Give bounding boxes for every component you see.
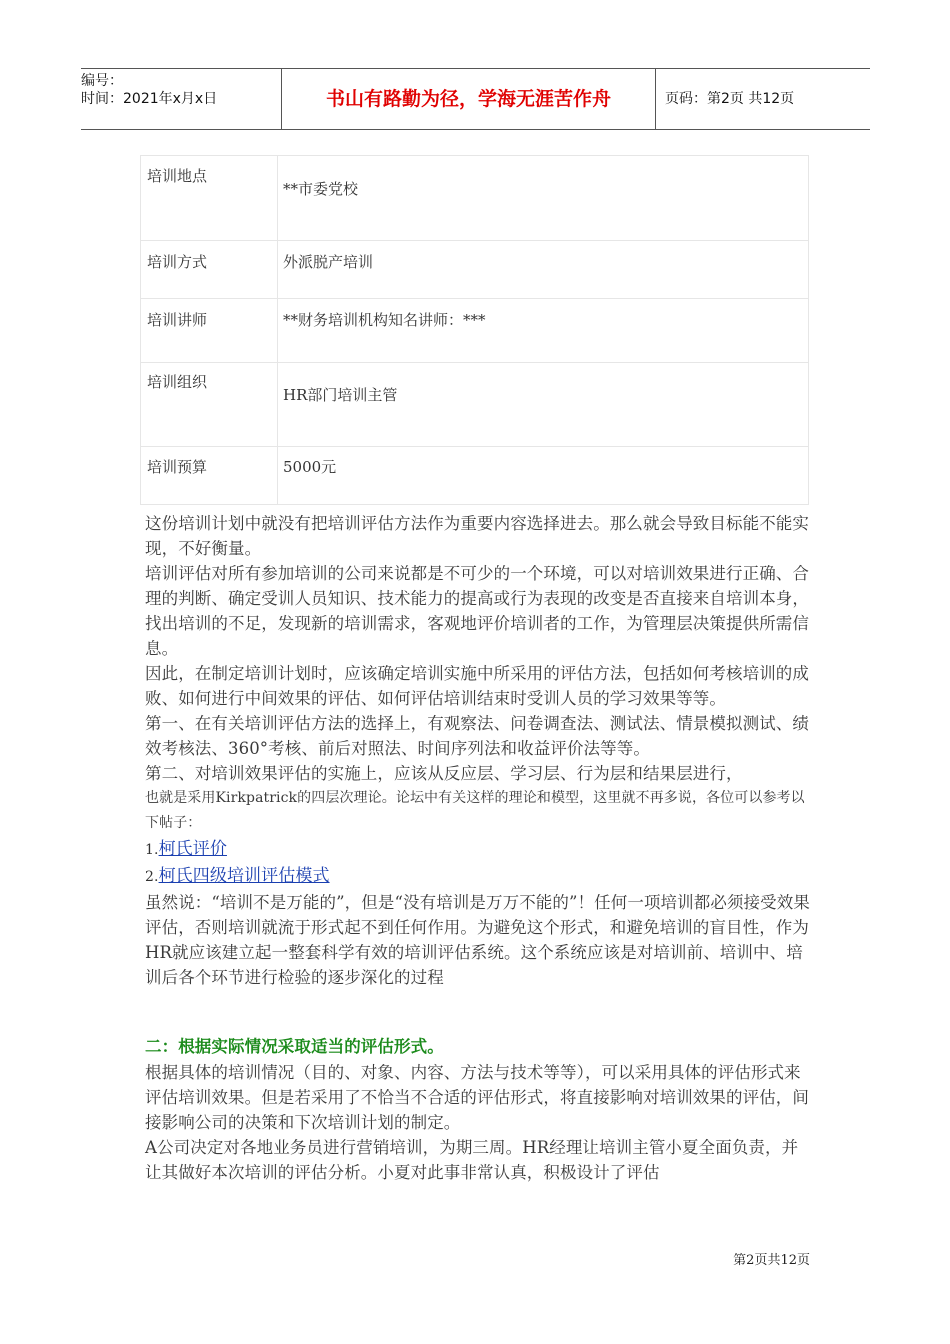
row-key: 培训组织 bbox=[141, 363, 278, 447]
spacer bbox=[145, 990, 810, 1034]
row-value: HR部门培训主管 bbox=[278, 363, 809, 447]
document-date: 时间：2021年x月x日 bbox=[81, 91, 218, 107]
link-kirkpatrick-four-levels[interactable]: 柯氏四级培训评估模式 bbox=[158, 866, 330, 886]
link-kirkpatrick-evaluation[interactable]: 柯氏评价 bbox=[158, 839, 227, 859]
page-header bbox=[81, 68, 870, 130]
row-value: **市委党校 bbox=[278, 156, 809, 241]
paragraph: 根据具体的培训情况（目的、对象、内容、方法与技术等等），可以采用具体的评估形式来评估培训效果。但是若采用了不恰当不合适的评估形式，将直接影响对培训效果的评估，间接影响公司的决策和下次培训计划的制定。 bbox=[145, 1063, 809, 1132]
table-row bbox=[141, 447, 809, 505]
page-footer: 第2页共12页 bbox=[733, 1253, 810, 1268]
paragraph: 第二、对培训效果评估的实施上，应该从反应层、学习层、行为层和结果层进行， bbox=[145, 764, 743, 783]
table-row bbox=[141, 156, 809, 241]
table-row bbox=[141, 241, 809, 299]
paragraph: 因此，在制定培训计划时，应该确定培训实施中所采用的评估方法，包括如何考核培训的成败、如何进行中间效果的评估、如何评估培训结束时受训人员的学习效果等等。 bbox=[145, 664, 809, 708]
row-key: 培训地点 bbox=[141, 156, 278, 241]
reference-number: 1. bbox=[145, 842, 159, 858]
row-value: 外派脱产培训 bbox=[278, 241, 809, 299]
paragraph: 培训评估对所有参加培训的公司来说都是不可少的一个环境，可以对培训效果进行正确、合理的判断、确定受训人员知识、技术能力的提高或行为表现的改变是否直接来自培训本身，找出培训的不足，发现新的培训需求，客观地评价培训者的工作，为管理层决策提供所需信息。 bbox=[145, 564, 809, 658]
document-number: 编号： bbox=[81, 73, 123, 89]
paragraph: 也就是采用Kirkpatrick的四层次理论。论坛中有关这样的理论和模型，这里就不再多说，各位可以参考以下帖子： bbox=[145, 790, 805, 831]
table-row bbox=[141, 363, 809, 447]
header-motto: 书山有路勤为径，学海无涯苦作舟 bbox=[281, 69, 656, 129]
document-body bbox=[145, 511, 810, 1185]
row-value: 5000元 bbox=[278, 447, 809, 505]
reference-number: 2. bbox=[145, 869, 159, 885]
row-key: 培训方式 bbox=[141, 241, 278, 299]
row-key: 培训讲师 bbox=[141, 299, 278, 363]
paragraph: 这份培训计划中就没有把培训评估方法作为重要内容选择进去。那么就会导致目标能不能实现，不好衡量。 bbox=[145, 514, 809, 558]
row-key: 培训预算 bbox=[141, 447, 278, 505]
training-info-table bbox=[140, 155, 809, 505]
header-meta bbox=[81, 69, 281, 129]
paragraph: A公司决定对各地业务员进行营销培训，为期三周。HR经理让培训主管小夏全面负责，并让其做好本次培训的评估分析。小夏对此事非常认真，积极设计了评估 bbox=[145, 1138, 799, 1182]
header-page-info: 页码：第2页 共12页 bbox=[665, 91, 795, 107]
paragraph: 虽然说：“培训不是万能的”，但是“没有培训是万万不能的”！任何一项培训都必须接受效果评估，否则培训就流于形式起不到任何作用。为避免这个形式，和避免培训的盲目性，作为HR就应该建立起一整套科学有效的培训评估系统。这个系统应该是对培训前、培训中、培训后各个环节进行检验的逐步深化的过程 bbox=[145, 893, 810, 987]
row-value: **财务培训机构知名讲师：*** bbox=[278, 299, 809, 363]
paragraph: 第一、在有关培训评估方法的选择上，有观察法、问卷调查法、测试法、情景模拟测试、绩效考核法、360°考核、前后对照法、时间序列法和收益评价法等等。 bbox=[145, 714, 809, 758]
reference-item bbox=[145, 836, 810, 863]
table-row bbox=[141, 299, 809, 363]
section-heading: 二：根据实际情况采取适当的评估形式。 bbox=[145, 1037, 444, 1056]
reference-item bbox=[145, 863, 810, 890]
